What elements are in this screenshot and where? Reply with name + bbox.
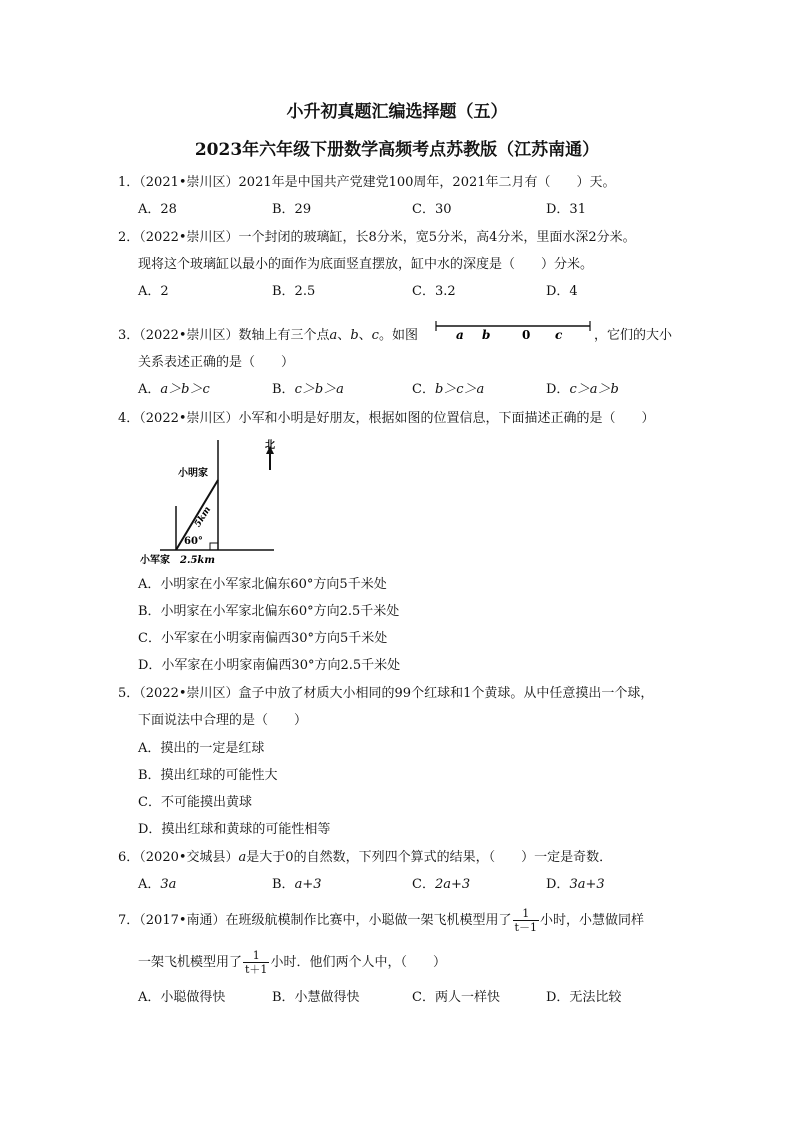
axis-label-a: a bbox=[456, 328, 464, 342]
question-1-option-a: A．28 bbox=[138, 202, 177, 217]
question-2-option-d: D．4 bbox=[546, 284, 578, 299]
distance-base-label: 2.5km bbox=[180, 555, 215, 566]
question-5-option-a: A．摸出的一定是红球 bbox=[138, 741, 265, 756]
question-5-option-c: C．不可能摸出黄球 bbox=[138, 795, 252, 810]
question-5-text-line2: 下面说法中合理的是（ ） bbox=[138, 713, 308, 728]
xiaojun-home-label: 小军家 bbox=[140, 555, 170, 566]
question-6-option-a: A．3a bbox=[138, 877, 177, 892]
var-a: a bbox=[329, 328, 338, 343]
question-7-text-line2: 一架飞机模型用了 $\frac{1}{t+1}$ 小时．他们两个人中，（ ） bbox=[138, 949, 446, 976]
question-1-text: 1．（2021•崇川区）2021年是中国共产党建党100周年，2021年二月有（ ）天。 bbox=[118, 175, 616, 190]
fraction-xiaohui: $\frac{1}{t+1}$ bbox=[245, 949, 268, 976]
question-7-text-line1: 7．（2017•南通）在班级航模制作比赛中，小聪做一架飞机模型用了 $\frac{1}{t-1}$ 小时，小慧做同样 bbox=[118, 907, 644, 934]
question-7-option-c: C．两人一样快 bbox=[412, 990, 500, 1005]
question-1-option-b: B．29 bbox=[272, 202, 312, 217]
north-label: 北 bbox=[265, 440, 275, 451]
question-3-option-d: D．c＞a＞b bbox=[546, 382, 619, 397]
question-3-option-c: C．b＞c＞a bbox=[412, 382, 485, 397]
question-4-text: 4．（2022•崇川区）小军和小明是好朋友，根据如图的位置信息，下面描述正确的是（ ） bbox=[118, 411, 655, 426]
question-4-option-b: B．小明家在小军家北偏东60°方向2.5千米处 bbox=[138, 604, 400, 619]
question-2-option-c: C．3.2 bbox=[412, 284, 456, 299]
question-6-option-c: C．2a+3 bbox=[412, 877, 471, 892]
axis-label-zero: 0 bbox=[522, 328, 531, 342]
question-5-option-b: B．摸出红球的可能性大 bbox=[138, 768, 278, 783]
question-2-option-b: B．2.5 bbox=[272, 284, 316, 299]
question-6-text: 6．（2020•交城县）a是大于0的自然数，下列四个算式的结果，（ ）一定是奇数． bbox=[118, 850, 613, 865]
question-3-text-pre: 3．（2022•崇川区）数轴上有三个点 bbox=[118, 328, 330, 343]
var-c: c bbox=[371, 328, 379, 343]
question-6-option-b: B．a+3 bbox=[272, 877, 322, 892]
question-3-text-mid: 。如图 bbox=[378, 328, 418, 343]
question-3-option-b: B．c＞b＞a bbox=[272, 382, 344, 397]
question-2-text-line2: 现将这个玻璃缸以最小的面作为底面竖直摆放，缸中水的深度是（ ）分米。 bbox=[138, 257, 594, 272]
question-3-text-post: ，它们的大小 bbox=[594, 328, 673, 343]
question-7-option-a: A．小聪做得快 bbox=[138, 990, 226, 1005]
axis-label-b: b bbox=[482, 328, 491, 342]
var-a: a bbox=[238, 850, 247, 865]
xiaoming-home-label: 小明家 bbox=[178, 468, 208, 479]
fraction-xiaocong: $\frac{1}{t-1}$ bbox=[514, 907, 537, 934]
question-4-option-a: A．小明家在小军家北偏东60°方向5千米处 bbox=[138, 577, 387, 592]
axis-label-c: c bbox=[555, 328, 563, 342]
question-3-text-line1: 3．（2022•崇川区）数轴上有三个点a、b、c。如图 bbox=[118, 328, 418, 343]
question-2-option-a: A．2 bbox=[138, 284, 169, 299]
question-7-option-b: B．小慧做得快 bbox=[272, 990, 360, 1005]
question-5-option-d: D．摸出红球和黄球的可能性相等 bbox=[138, 822, 331, 837]
question-3-text-line2: 关系表述正确的是（ ） bbox=[138, 355, 295, 370]
right-angle-mark bbox=[210, 543, 218, 550]
question-6-option-d: D．3a+3 bbox=[546, 877, 605, 892]
distance-slant-label: 5km bbox=[193, 505, 214, 530]
question-1-option-c: C．30 bbox=[412, 202, 452, 217]
question-4-option-d: D．小军家在小明家南偏西30°方向2.5千米处 bbox=[138, 658, 401, 673]
page-subtitle: 2023年六年级下册数学高频考点苏教版（江苏南通） bbox=[194, 140, 600, 160]
question-3-option-a: A．a＞b＞c bbox=[138, 382, 210, 397]
var-b: b bbox=[350, 328, 359, 343]
number-line-figure bbox=[434, 318, 594, 350]
position-map-figure bbox=[138, 434, 298, 570]
question-4-option-c: C．小军家在小明家南偏西30°方向5千米处 bbox=[138, 631, 388, 646]
question-1-option-d: D．31 bbox=[546, 202, 586, 217]
question-7-option-d: D．无法比较 bbox=[546, 990, 622, 1005]
angle-label: 60° bbox=[184, 536, 203, 547]
page-title: 小升初真题汇编选择题（五） bbox=[286, 102, 508, 122]
question-2-text-line1: 2．（2022•崇川区）一个封闭的玻璃缸，长8分米，宽5分米，高4分米，里面水深2分米。 bbox=[118, 230, 636, 245]
question-5-text-line1: 5．（2022•崇川区）盒子中放了材质大小相同的99个红球和1个黄球。从中任意摸出一个球， bbox=[118, 686, 654, 701]
